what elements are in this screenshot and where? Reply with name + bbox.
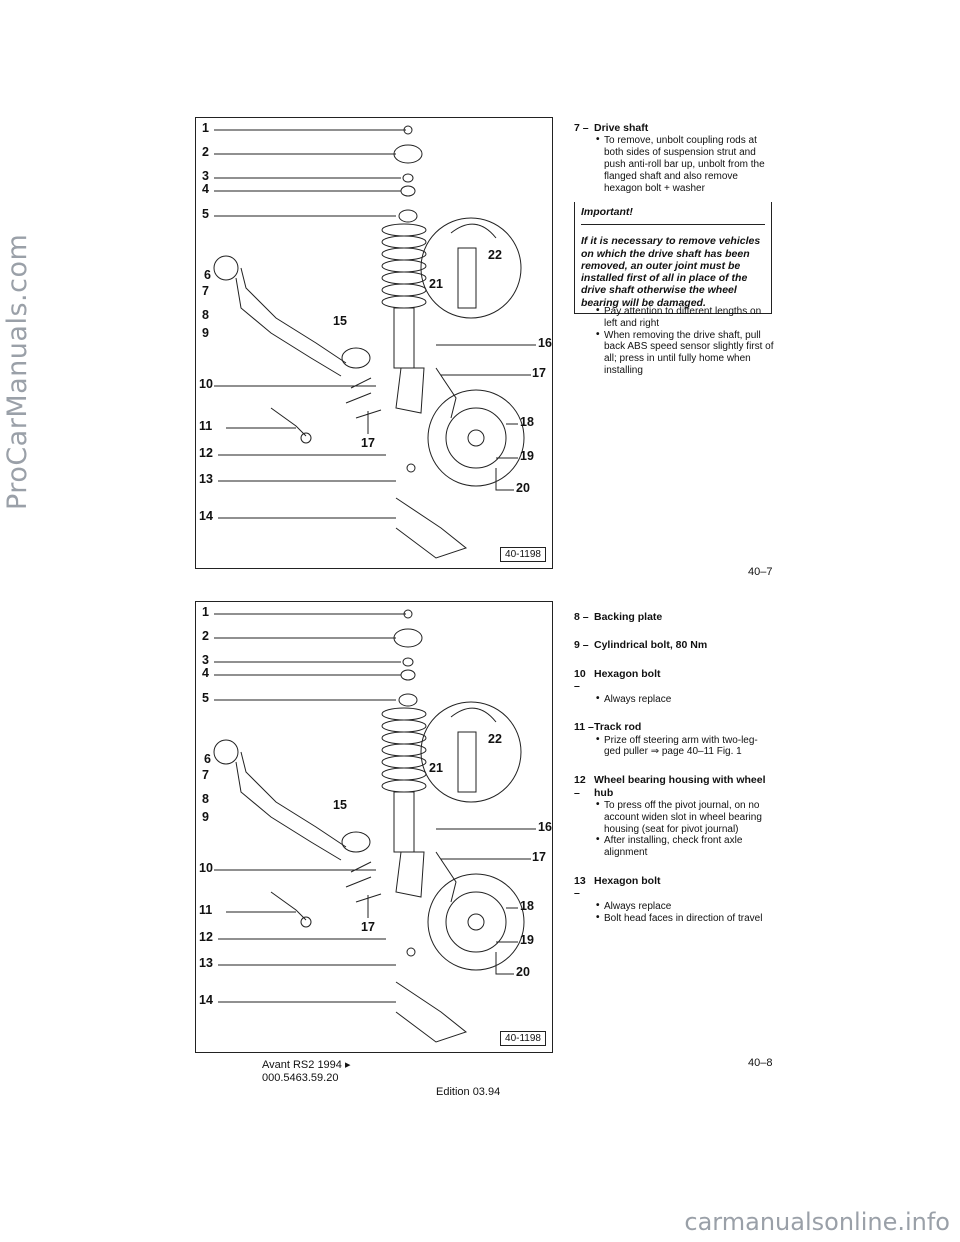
callout: 1 xyxy=(202,121,209,135)
item-title: Cylindrical bolt, 80 Nm xyxy=(594,639,708,652)
suspension-drawing xyxy=(196,602,554,1054)
item-bullet: • After installing, check front axle alignment xyxy=(596,835,774,859)
item-number: 11 – xyxy=(574,721,594,734)
item-number: 12 – xyxy=(574,774,586,799)
callout: 14 xyxy=(199,993,213,1007)
callout: 10 xyxy=(199,377,213,391)
item-bullet: • To press off the pivot journal, on no account widen slot in wheel bearing housing (seat for pivot journal) xyxy=(596,800,774,835)
callout: 7 xyxy=(202,768,209,782)
callout: 20 xyxy=(516,965,530,979)
callout: 3 xyxy=(202,653,209,667)
footer-model xyxy=(262,1059,351,1085)
footer-code: 000.5463.59.20 xyxy=(262,1072,339,1085)
callout: 8 xyxy=(202,308,209,322)
suspension-drawing xyxy=(196,118,554,570)
side-watermark: ProCarManuals.com xyxy=(2,233,33,510)
item-title: Wheel bearing housing with wheel hub xyxy=(594,774,766,799)
item-title: Hexagon bolt xyxy=(594,667,661,680)
important-notice xyxy=(574,202,772,314)
item-title: Drive shaft xyxy=(594,122,649,134)
callout: 7 xyxy=(202,284,209,298)
callout: 1 xyxy=(202,605,209,619)
callout: 13 xyxy=(199,956,213,970)
callout: 15 xyxy=(333,798,347,812)
callout: 2 xyxy=(202,629,209,643)
callout: 22 xyxy=(488,732,502,746)
callout: 4 xyxy=(202,666,209,680)
important-title: Important! xyxy=(581,206,765,225)
callout: 21 xyxy=(429,277,443,291)
callout: 14 xyxy=(199,509,213,523)
callout: 5 xyxy=(202,691,209,705)
callout: 21 xyxy=(429,761,443,775)
callout: 12 xyxy=(199,446,213,460)
footer-edition: Edition 03.94 xyxy=(436,1086,501,1098)
callout: 8 xyxy=(202,792,209,806)
callout: 16 xyxy=(538,820,552,834)
item-number: 13 – xyxy=(574,875,586,900)
page-number: 40–7 xyxy=(748,566,773,578)
item-number: 9 – xyxy=(574,639,589,652)
item-title: Track rod xyxy=(594,721,642,734)
item-bullet: • Always replace xyxy=(596,694,774,706)
callout: 20 xyxy=(516,481,530,495)
callout: 12 xyxy=(199,930,213,944)
page2-items xyxy=(574,611,774,940)
item-bullet: • Always replace xyxy=(596,901,774,913)
callout: 5 xyxy=(202,207,209,221)
callout: 17 xyxy=(532,850,546,864)
callout: 4 xyxy=(202,182,209,196)
callout: 11 xyxy=(199,903,213,917)
page1-notes xyxy=(574,305,774,393)
callout: 19 xyxy=(520,449,534,463)
bottom-watermark: carmanualsonline.info xyxy=(684,1208,950,1236)
callout: 3 xyxy=(202,169,209,183)
figure-reference: 40-1198 xyxy=(500,1031,546,1046)
item-number: 10 – xyxy=(574,667,586,693)
suspension-diagram-1 xyxy=(195,117,553,569)
callout: 15 xyxy=(333,314,347,328)
item-bullet: • To remove, unbolt coupling rods at both sides of suspension strut and push anti-roll bar up, unbolt from the flanged shaft and also remove hexagon bolt + washer xyxy=(596,135,774,194)
page-number: 40–8 xyxy=(748,1057,773,1069)
callout: 6 xyxy=(204,268,211,282)
suspension-diagram-2 xyxy=(195,601,553,1053)
callout: 9 xyxy=(202,810,209,824)
item-title: Backing plate xyxy=(594,611,663,623)
callout: 9 xyxy=(202,326,209,340)
footer-model-name: Avant RS2 1994 ▸ xyxy=(262,1059,351,1071)
item-bullet: • Bolt head faces in direction of travel xyxy=(596,913,774,925)
callout: 10 xyxy=(199,861,213,875)
callout: 2 xyxy=(202,145,209,159)
callout: 18 xyxy=(520,899,534,913)
figure-reference: 40-1198 xyxy=(500,547,546,562)
callout: 17 xyxy=(532,366,546,380)
note-bullet: • When removing the drive shaft, pull back ABS speed sensor slightly first of all; press in until fully home when installing xyxy=(596,330,774,377)
callout: 18 xyxy=(520,415,534,429)
item-7 xyxy=(574,122,774,210)
callout: 6 xyxy=(204,752,211,766)
callout: 13 xyxy=(199,472,213,486)
callout: 19 xyxy=(520,933,534,947)
callout: 17 xyxy=(361,436,375,450)
callout: 16 xyxy=(538,336,552,350)
callout: 22 xyxy=(488,248,502,262)
callout: 17 xyxy=(361,920,375,934)
item-bullet: • Prize off steering arm with two-leg-ged puller ⇒ page 40–11 Fig. 1 xyxy=(596,735,774,759)
callout: 11 xyxy=(199,419,213,433)
important-text: If it is necessary to remove vehicles on which the drive shaft has been removed, an outer joint must be installed first of all in place of the drive shaft otherwise the wheel bearing will be damaged. xyxy=(581,235,761,309)
note-bullet: • Pay attention to different lengths on left and right xyxy=(596,306,774,330)
item-number: 8 – xyxy=(574,611,589,623)
item-number: 7 – xyxy=(574,122,589,134)
item-title: Hexagon bolt xyxy=(594,875,661,887)
